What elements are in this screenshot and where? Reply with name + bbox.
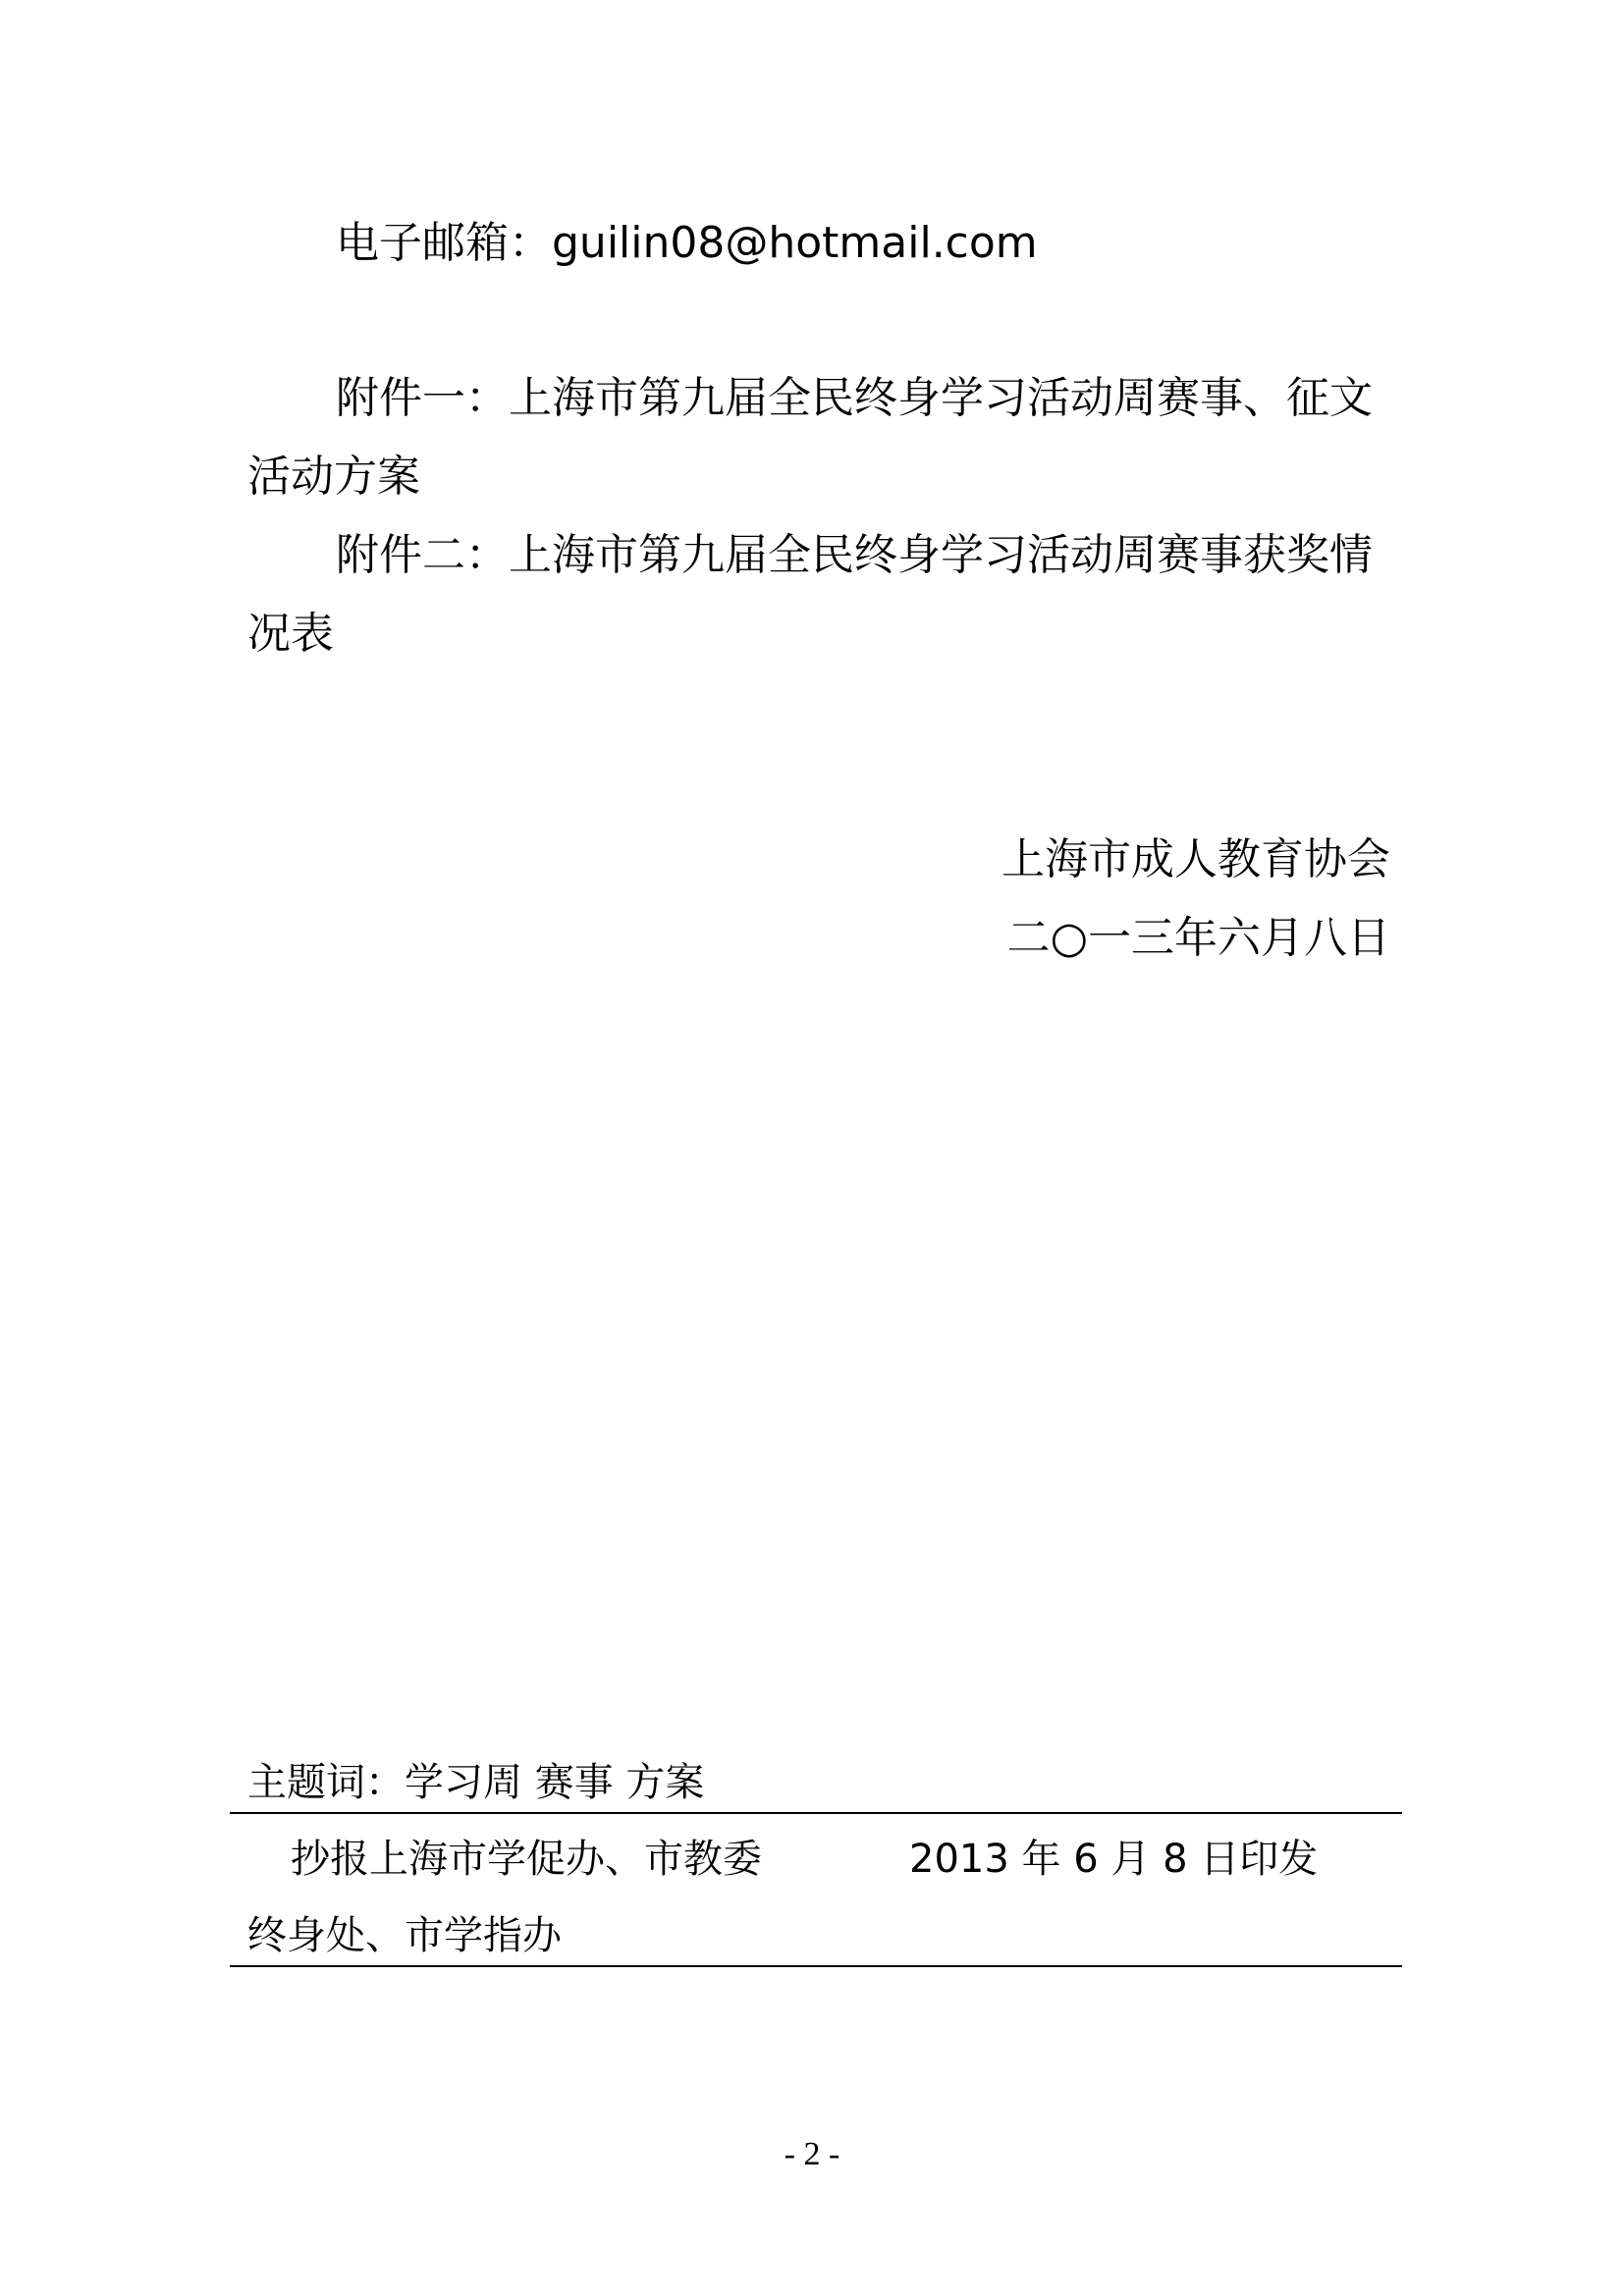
email-line: 电子邮箱：guilin08@hotmail.com bbox=[336, 218, 1038, 268]
attachment-1-line1: 附件一：上海市第九届全民终身学习活动周赛事、征文 bbox=[336, 373, 1373, 423]
attachment-2-line1: 附件二：上海市第九届全民终身学习活动周赛事获奖情 bbox=[336, 530, 1373, 580]
attachment-1-line2: 活动方案 bbox=[247, 452, 420, 502]
page-number: - 2 - bbox=[784, 2136, 840, 2172]
divider-bottom bbox=[230, 1965, 1402, 1967]
divider-top bbox=[230, 1812, 1402, 1814]
signature-organization: 上海市成人教育协会 bbox=[1001, 834, 1390, 884]
cc-line-2: 终身处、市学指办 bbox=[247, 1913, 562, 1958]
attachment-2-line2: 况表 bbox=[247, 609, 334, 659]
signature-date: 二○一三年六月八日 bbox=[1006, 913, 1390, 963]
cc-line-1: 抄报上海市学促办、市教委 bbox=[291, 1837, 762, 1882]
issue-date: 2013 年 6 月 8 日印发 bbox=[909, 1837, 1319, 1882]
keywords-line: 主题词：学习周 赛事 方案 bbox=[247, 1760, 705, 1805]
